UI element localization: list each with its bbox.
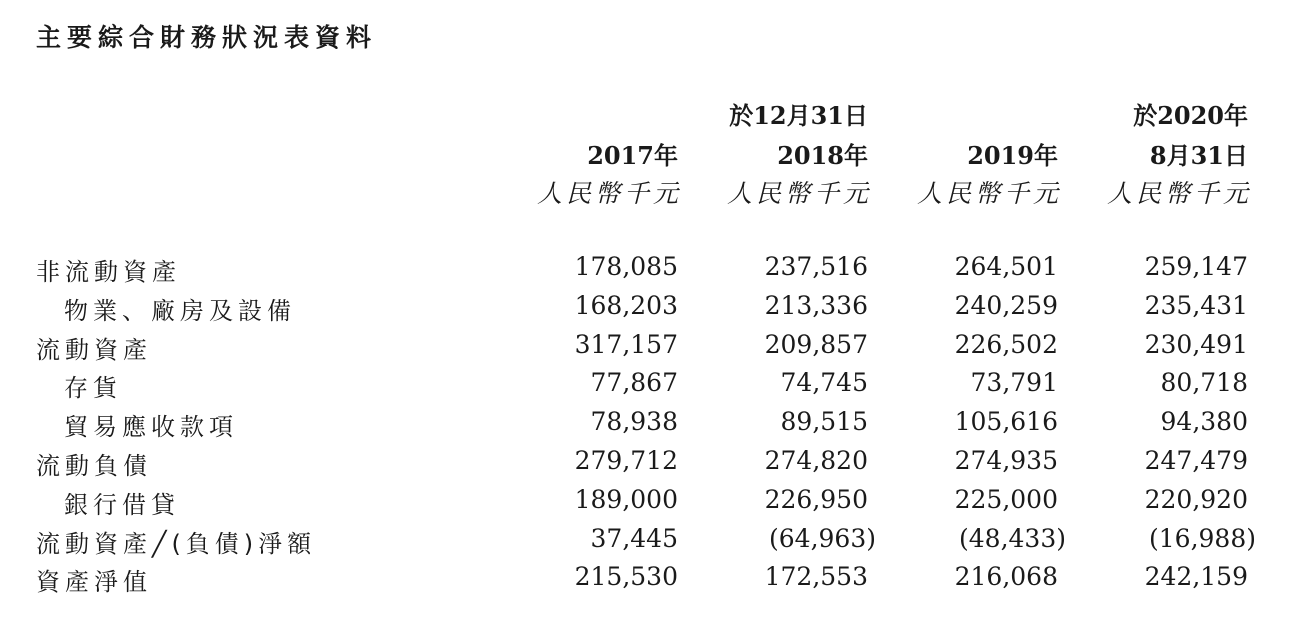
header-last-col-top: 於2020年 <box>1133 101 1248 130</box>
cell-value: 80,718 <box>1160 368 1248 398</box>
header-col-2019: 2019年 <box>967 141 1058 170</box>
table-row <box>0 364 1296 403</box>
cell-value: 178,085 <box>574 252 678 281</box>
header-col-2018: 2018年 <box>777 141 868 170</box>
cell-value: 226,950 <box>764 484 868 514</box>
cell-value: 213,336 <box>764 290 868 320</box>
cell-value: 172,553 <box>764 562 868 592</box>
cell-value: 216,068 <box>954 562 1058 592</box>
cell-value: (48,433) <box>959 523 1066 553</box>
cell-value: 237,516 <box>764 252 868 281</box>
table-row <box>0 481 1296 520</box>
table-row <box>0 403 1296 442</box>
table-row <box>0 326 1296 365</box>
cell-value: 274,820 <box>764 445 868 475</box>
cell-value: 78,938 <box>590 407 678 437</box>
cell-value: 77,867 <box>590 368 678 398</box>
cell-value: 279,712 <box>574 445 678 475</box>
row-label: 物業、廠房及設備 <box>64 296 296 325</box>
cell-value: 242,159 <box>1144 562 1248 592</box>
row-label: 貿易應收款項 <box>64 413 238 442</box>
cell-value: 209,857 <box>764 329 868 359</box>
cell-value: 74,745 <box>780 368 868 398</box>
cell-value: 220,920 <box>1144 484 1248 514</box>
cell-value: 168,203 <box>574 290 678 320</box>
cell-value: 274,935 <box>954 445 1058 475</box>
cell-value: 89,515 <box>780 407 868 437</box>
table-row <box>0 287 1296 326</box>
cell-value: 189,000 <box>574 484 678 514</box>
financial-table <box>0 248 1296 597</box>
cell-value: 94,380 <box>1160 407 1248 437</box>
cell-value: 215,530 <box>574 562 678 592</box>
cell-value: 264,501 <box>954 252 1058 281</box>
cell-value: 37,445 <box>590 523 678 553</box>
cell-value: (16,988) <box>1149 523 1256 553</box>
cell-value: 226,502 <box>954 329 1058 359</box>
table-row <box>0 520 1296 559</box>
unit-label: 人民幣千元 <box>1106 179 1252 208</box>
table-row <box>0 248 1296 287</box>
table-row <box>0 442 1296 481</box>
row-label: 銀行借貸 <box>64 490 180 519</box>
row-label: 流動資產 <box>36 335 152 364</box>
header-group-label: 於12月31日 <box>729 101 868 130</box>
unit-label: 人民幣千元 <box>536 179 682 208</box>
row-label: 非流動資產 <box>36 258 181 286</box>
unit-label: 人民幣千元 <box>726 179 872 208</box>
header-col-2017: 2017年 <box>587 141 678 170</box>
cell-value: 225,000 <box>954 484 1058 514</box>
cell-value: 230,491 <box>1144 329 1248 359</box>
page-title: 主要綜合財務狀況表資料 <box>36 23 378 52</box>
cell-value: 317,157 <box>574 329 678 359</box>
cell-value: 73,791 <box>970 368 1058 398</box>
cell-value: (64,963) <box>769 523 876 553</box>
cell-value: 105,616 <box>954 407 1058 437</box>
cell-value: 247,479 <box>1144 445 1248 475</box>
row-label: 流動負債 <box>36 451 152 480</box>
cell-value: 235,431 <box>1144 290 1248 320</box>
row-label: 流動資產╱(負債)淨額 <box>36 529 317 558</box>
unit-label: 人民幣千元 <box>916 179 1062 208</box>
row-label: 資產淨值 <box>36 568 152 597</box>
cell-value: 259,147 <box>1144 252 1248 281</box>
header-col-2020-aug: 8月31日 <box>1149 141 1248 170</box>
cell-value: 240,259 <box>954 290 1058 320</box>
row-label: 存貨 <box>64 374 122 403</box>
table-row <box>0 558 1296 597</box>
